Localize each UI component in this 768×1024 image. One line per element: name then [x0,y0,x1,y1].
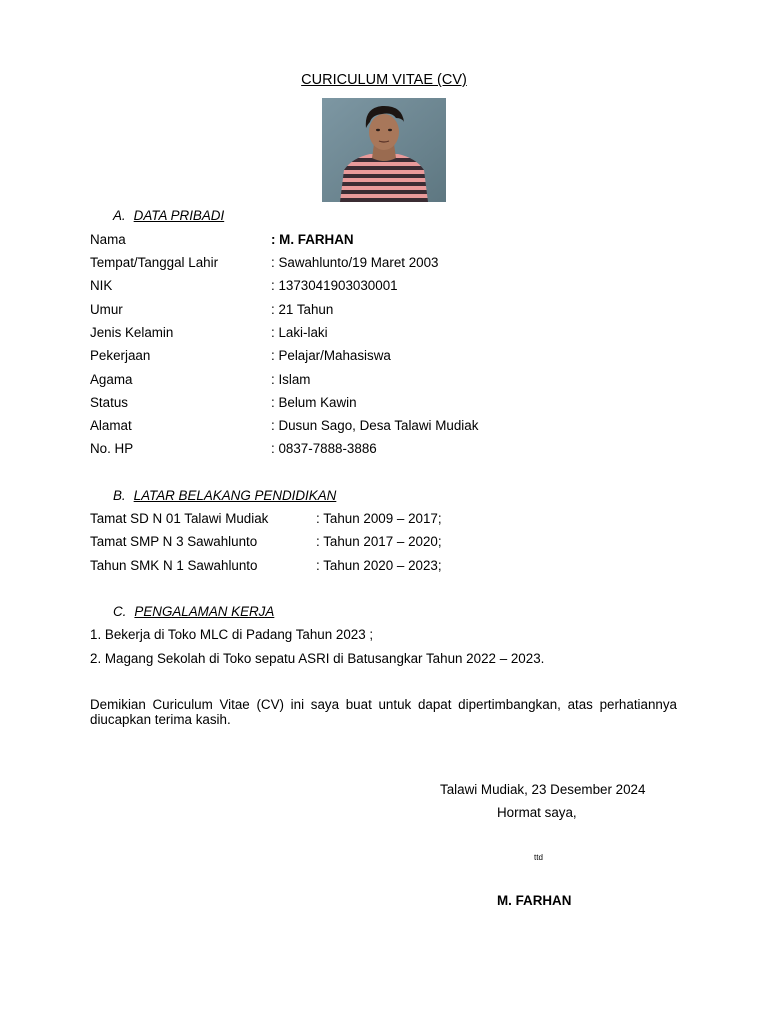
section-experience-title: PENGALAMAN KERJA [134,604,275,619]
personal-label-birth: Tempat/Tanggal Lahir [90,255,219,270]
personal-value-religion: : Islam [271,372,311,387]
personal-label-religion: Agama [90,372,133,387]
signature-name: M. FARHAN [497,893,572,908]
document-title: CURICULUM VITAE (CV) [301,72,467,88]
education-label-smp: Tamat SMP N 3 Sawahlunto [90,534,258,549]
education-label-smk: Tahun SMK N 1 Sawahlunto [90,558,258,573]
section-education-heading [113,488,336,503]
profile-photo [322,98,446,202]
personal-label-status: Status [90,395,128,410]
experience-item-1: 1. Bekerja di Toko MLC di Padang Tahun 2023 ; [90,627,374,642]
personal-value-status: : Belum Kawin [271,395,357,410]
education-value-smk: : Tahun 2020 – 2023; [316,558,442,573]
personal-value-name: : M. FARHAN [271,232,354,247]
personal-value-nik: : 1373041903030001 [271,278,398,293]
personal-value-phone: : 0837-7888-3886 [271,441,377,456]
personal-label-occupation: Pekerjaan [90,348,151,363]
signature-place-date: Talawi Mudiak, 23 Desember 2024 [440,782,646,797]
section-personal-title: DATA PRIBADI [133,208,225,223]
personal-label-gender: Jenis Kelamin [90,325,174,340]
personal-value-age: : 21 Tahun [271,302,334,317]
section-education-title: LATAR BELAKANG PENDIDIKAN [133,488,337,503]
personal-label-name: Nama [90,232,126,247]
personal-value-occupation: : Pelajar/Mahasiswa [271,348,391,363]
education-value-smp: : Tahun 2017 – 2020; [316,534,442,549]
experience-item-2: 2. Magang Sekolah di Toko sepatu ASRI di Batusangkar Tahun 2022 – 2023. [90,651,545,666]
closing-paragraph: Demikian Curiculum Vitae (CV) ini saya buat untuk dapat dipertimbangkan, atas perhatiannya diucapkan terima kasih. [90,697,677,727]
section-education-letter: B. [113,488,126,503]
education-value-sd: : Tahun 2009 – 2017; [316,511,442,526]
signature-greeting: Hormat saya, [497,805,577,820]
personal-label-nik: NIK [90,278,113,293]
signature-ttd: ttd [534,853,543,862]
section-personal-heading [113,208,224,223]
personal-label-age: Umur [90,302,123,317]
personal-value-gender: : Laki-laki [271,325,328,340]
section-personal-letter: A. [113,208,126,223]
personal-label-address: Alamat [90,418,132,433]
education-label-sd: Tamat SD N 01 Talawi Mudiak [90,511,269,526]
personal-label-phone: No. HP [90,441,134,456]
personal-value-birth: : Sawahlunto/19 Maret 2003 [271,255,439,270]
section-experience-letter: C. [113,604,127,619]
person-photo-illustration [322,98,446,202]
personal-value-address: : Dusun Sago, Desa Talawi Mudiak [271,418,479,433]
section-experience-heading [113,604,274,619]
